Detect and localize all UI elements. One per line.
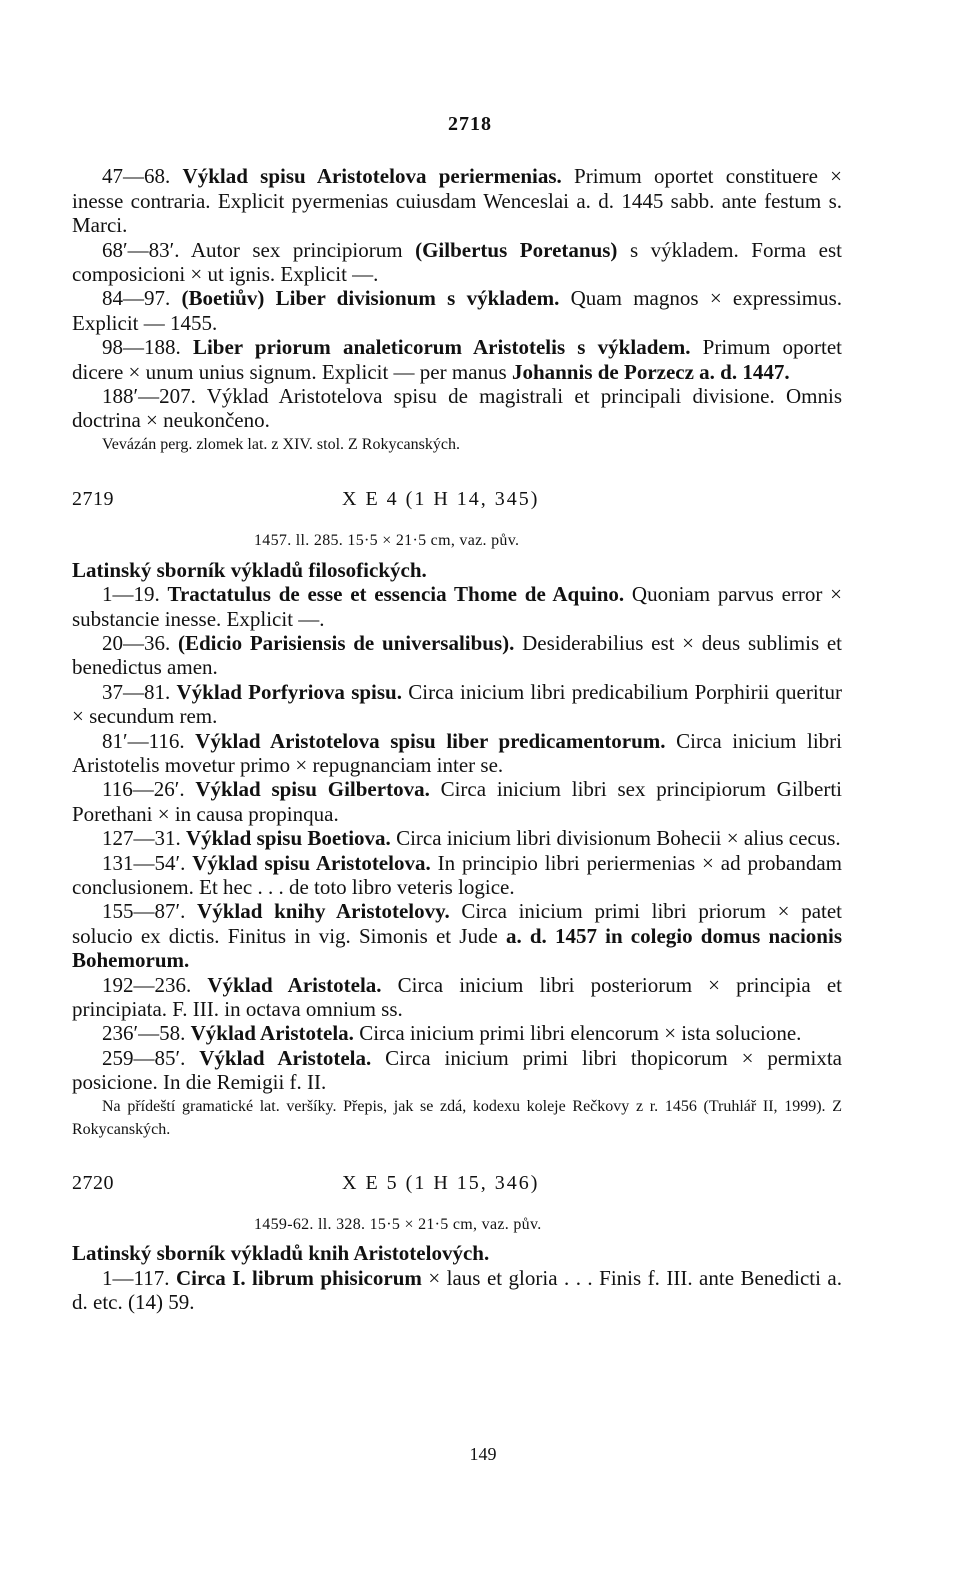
item-title: Výklad spisu Boetiova. [186, 826, 391, 851]
folio-range: 1—19. [102, 582, 168, 607]
item-text: s výkladem. Forma est composicioni × ut ignis. Explicit —. [72, 237, 842, 287]
item-text: × laus et gloria . . . Finis f. III. ante Benedicti a. d. etc. (14) 59. [72, 1265, 842, 1315]
folio-range: 116—26′. [102, 777, 196, 802]
item-paragraph [72, 1021, 842, 1045]
item-title: Výklad Porfyriova spisu. [176, 679, 402, 704]
item-title: Výklad Aristotela. [207, 972, 382, 997]
item-title: Tractatulus de esse et essencia Thome de Aquino. [167, 582, 625, 607]
folio-range: 47—68. [102, 164, 183, 189]
folio-range: 259—85′. [102, 1045, 200, 1070]
page-number-header: 2718 [448, 113, 492, 135]
item-text: Circa inicium primi libri priorum × patet solucio ex dictis. Finitus in vig. Simonis et Jude [72, 899, 843, 948]
entry-number: 2720 [72, 1171, 114, 1194]
item-paragraph [72, 1046, 842, 1095]
item-title: Výklad Aristotelova spisu liber predicamentorum. [195, 728, 666, 753]
item-title: Výklad spisu Aristotelova. [192, 850, 431, 875]
item-paragraph [72, 973, 842, 1022]
item-text: Quoniam parvus error × substancie inesse. Explicit —. [72, 582, 843, 631]
item-paragraph [72, 680, 842, 729]
folio-range: 127—31. [102, 826, 186, 851]
codex-note: Na přídeští gramatické lat. veršíky. Přepis, jak se zdá, kodexu koleje Rečkovy z r. 1456 (Truhlář II, 1999). Z Rokycanských. [72, 1097, 842, 1138]
item-title: Výklad spisu Aristotelova periermenias. [182, 164, 562, 189]
item-text: In principio libri periermenias × ad probandam conclusionem. Et hec . . . de toto libro veteris logice. [72, 850, 843, 899]
item-title: Výklad knihy Aristotelovy. [197, 899, 450, 924]
page-folio-number: 149 [469, 1444, 497, 1464]
entry-header [72, 487, 842, 511]
item-title: Výklad Aristotela. [199, 1045, 372, 1070]
entry-number: 2719 [72, 487, 114, 510]
item-paragraph [72, 164, 842, 237]
item-text: Circa inicium libri divisionum Bohecii × alius cecus. [390, 826, 841, 851]
item-text: Primum oportet constituere × inesse contraria. Explicit pyermenias cuiusdam Wenceslai a. d. 1445 sabb. ante festum s. Marci. [72, 164, 843, 238]
item-text: Primum oportet dicere × unum unius signum. Explicit — per manus [72, 335, 843, 384]
item-title: Výklad spisu Gilbertova. [195, 777, 430, 802]
item-paragraph [72, 826, 842, 850]
shelfmark: X E 5 (1 H 15, 346) [342, 1171, 540, 1194]
item-text: Circa inicium libri Aristotelis movetur primo × repugnanciam inter se. [72, 728, 842, 777]
codex-title: Latinský sborník výkladů knih Aristotelových. [72, 1241, 490, 1266]
item-text: Circa inicium libri sex principiorum Gilberti Porethani × in causa propinqua. [72, 777, 842, 826]
item-paragraph [72, 335, 842, 384]
item-title: (Edicio Parisiensis de universalibus). [177, 630, 515, 655]
item-text: Circa inicium libri posteriorum × principia et principiata. F. III. in octava omnium ss. [72, 972, 842, 1021]
item-paragraph [72, 851, 842, 900]
item-title: (Gilbertus Poretanus) [415, 237, 618, 262]
folio-range: 84—97. [102, 286, 182, 311]
codex-metadata: 1457. ll. 285. 15·5 × 21·5 cm, vaz. pův. [254, 532, 520, 550]
folio-range: 98—188. [102, 335, 193, 360]
binding-note: Vevázán perg. zlomek lat. z XIV. stol. Z Rokycanských. [102, 435, 460, 453]
item-paragraph [72, 729, 842, 778]
item-paragraph: 188′—207. Výklad Aristotelova spisu de magistrali et principali divisione. Omnis doctrina × neukončeno. [72, 384, 842, 433]
item-paragraph [72, 777, 842, 826]
item-title: (Boetiův) Liber divisionum s výkladem. [181, 286, 560, 311]
codex-title: Latinský sborník výkladů filosofických. [72, 557, 427, 582]
colophon: a. d. 1457 in colegio domus nacionis Bohemorum. [72, 923, 842, 973]
entry-2719 [72, 487, 842, 1141]
entry-2720 [72, 1171, 842, 1315]
item-text: Desiderabilius est × deus sublimis et benedictus amen. [72, 630, 842, 680]
item-paragraph [72, 899, 842, 972]
item-title: Circa I. librum phisicorum [175, 1265, 422, 1290]
folio-range: 155—87′. [102, 899, 198, 924]
folio-range: 236′—58. [102, 1021, 191, 1046]
item-list [72, 582, 842, 1095]
folio-range: 20—36. [102, 630, 178, 655]
item-paragraph [72, 582, 842, 631]
item-paragraph [72, 286, 842, 335]
item-paragraph [72, 1266, 842, 1315]
item-text: Circa inicium primi libri elencorum × ista solucione. [353, 1021, 802, 1046]
codex-metadata: 1459-62. ll. 328. 15·5 × 21·5 cm, vaz. pův. [254, 1216, 542, 1234]
item-text: Circa inicium primi libri thopicorum × permixta posicione. In die Remigii f. II. [72, 1045, 842, 1095]
shelfmark: X E 4 (1 H 14, 345) [342, 487, 540, 510]
entry-header [72, 1171, 842, 1195]
item-text: 68′—83′. Autor sex principiorum [102, 237, 416, 262]
folio-range: 192—236. [102, 972, 208, 997]
item-paragraph [72, 631, 842, 680]
item-title: Liber priorum analeticorum Aristotelis s výkladem. [192, 335, 691, 360]
item-text: Circa inicium libri predicabilium Porphirii queritur × secundum rem. [72, 679, 842, 729]
document-page [72, 112, 843, 1464]
folio-range: 131—54′. [102, 850, 193, 875]
folio-range: 81′—116. [102, 728, 196, 753]
item-text: Quam magnos × expressimus. Explicit — 1455. [72, 286, 843, 335]
folio-range: 1—117. [102, 1265, 176, 1290]
entry-2718-continuation [72, 164, 842, 456]
colophon: Johannis de Porzecz a. d. 1447. [511, 359, 790, 384]
item-paragraph [72, 238, 842, 287]
folio-range: 37—81. [102, 679, 177, 704]
item-title: Výklad Aristotela. [190, 1021, 354, 1046]
